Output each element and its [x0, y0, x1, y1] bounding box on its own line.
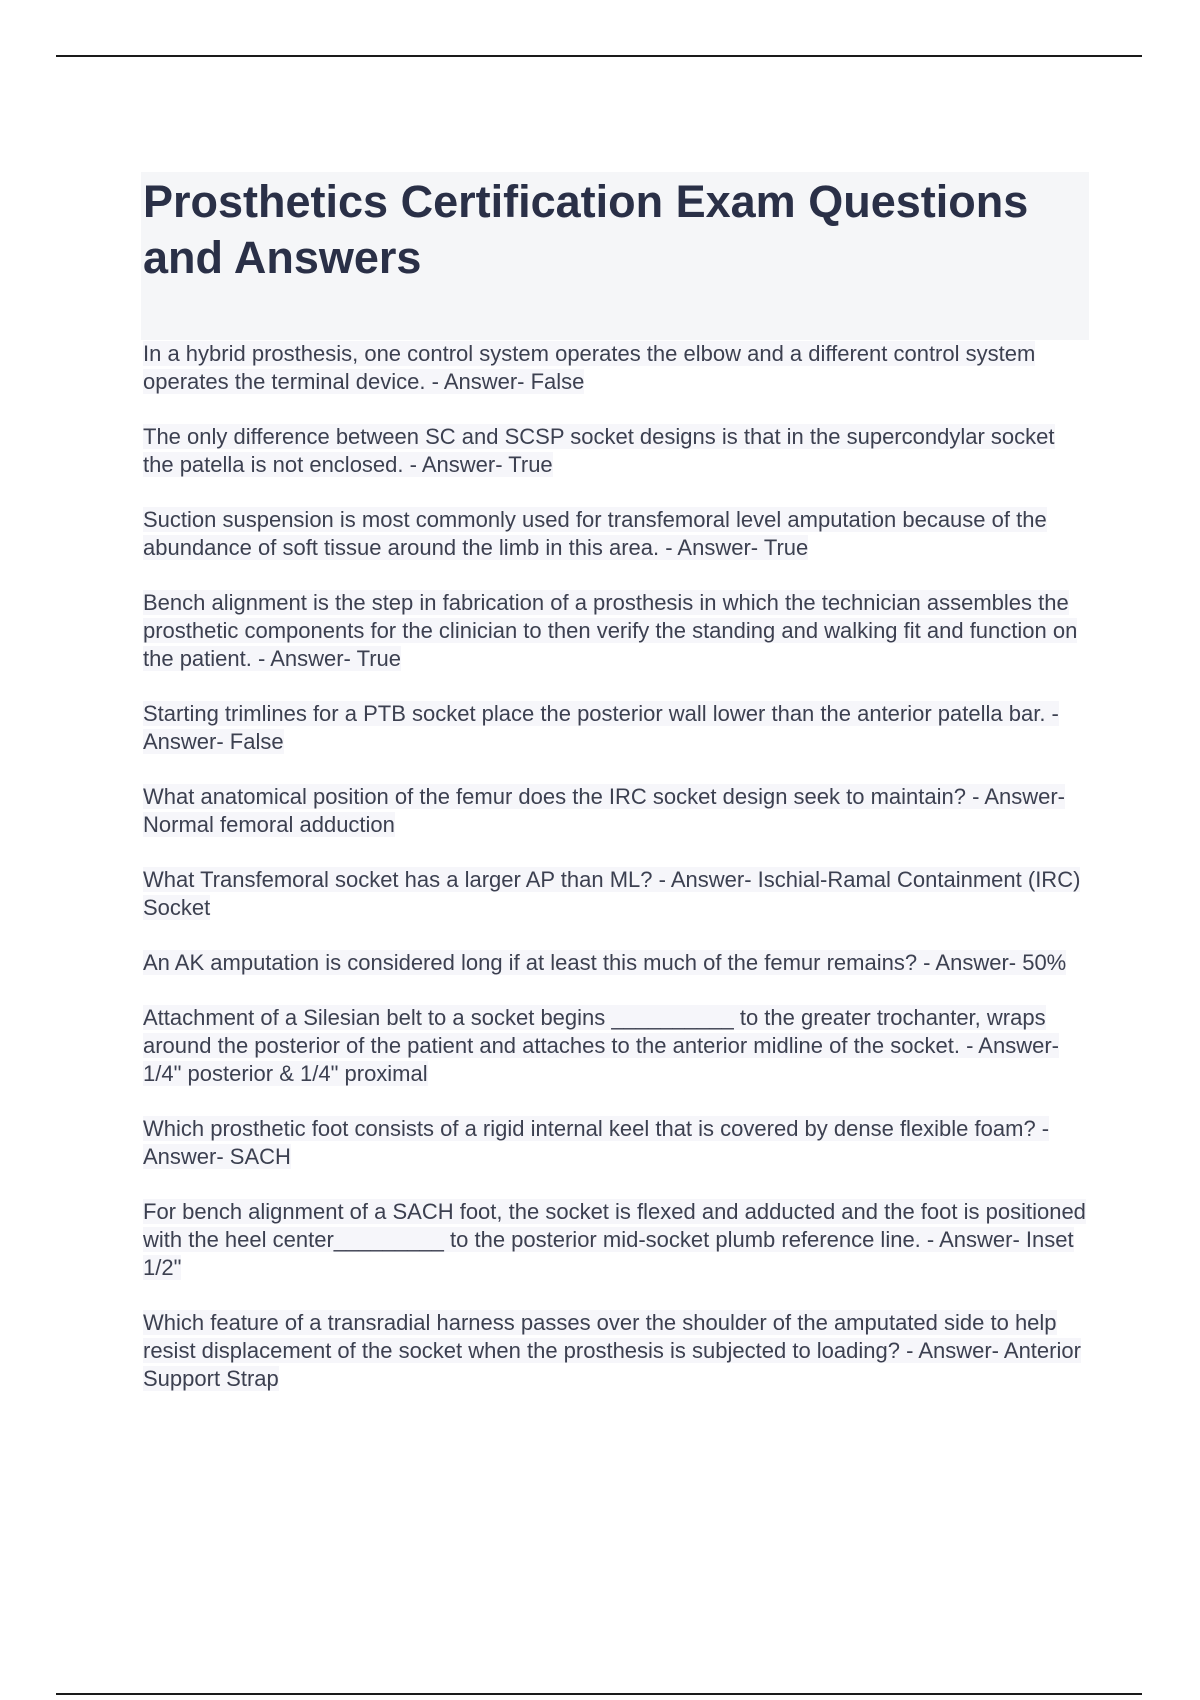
qa-item	[143, 1115, 1089, 1171]
qa-item	[143, 700, 1089, 756]
qa-item	[143, 340, 1089, 396]
qa-item	[143, 1004, 1089, 1088]
qa-item	[143, 866, 1089, 922]
qa-item	[143, 949, 1089, 977]
document-title: Prosthetics Certification Exam Questions and Answers	[143, 176, 1029, 283]
document-body	[143, 172, 1089, 1420]
qa-item	[143, 1198, 1089, 1282]
qa-text: Which prosthetic foot consists of a rigid internal keel that is covered by dense flexible foam? - Answer- SACH	[143, 1116, 1050, 1169]
qa-item	[143, 783, 1089, 839]
page-header-rule	[56, 55, 1142, 57]
qa-text: In a hybrid prosthesis, one control system operates the elbow and a different control system operates the terminal device. - Answer- False	[143, 341, 1036, 394]
qa-text: Starting trimlines for a PTB socket place the posterior wall lower than the anterior patella bar. - Answer- False	[143, 701, 1059, 754]
qa-item	[143, 506, 1089, 562]
page-footer-rule	[56, 1693, 1142, 1695]
qa-item	[143, 1309, 1089, 1393]
qa-list	[143, 340, 1089, 1393]
qa-text: For bench alignment of a SACH foot, the socket is flexed and adducted and the foot is positioned with the heel center_________ to the posterior mid-socket plumb reference line. - Answer- Inset 1/2"	[143, 1199, 1086, 1280]
qa-text: The only difference between SC and SCSP socket designs is that in the supercondylar socket the patella is not enclosed. - Answer- True	[143, 424, 1055, 477]
qa-text: Suction suspension is most commonly used for transfemoral level amputation because of the abundance of soft tissue around the limb in this area. - Answer- True	[143, 507, 1047, 560]
qa-text: Which feature of a transradial harness passes over the shoulder of the amputated side to help resist displacement of the socket when the prosthesis is subjected to loading? - Answer- Anterior Support Strap	[143, 1310, 1081, 1391]
qa-text: Attachment of a Silesian belt to a socket begins __________ to the greater trochanter, wraps around the posterior of the patient and attaches to the anterior midline of the socket. - Answer- 1/4" posterior & 1/4" proximal	[143, 1005, 1059, 1086]
qa-text: An AK amputation is considered long if at least this much of the femur remains? - Answer- 50%	[143, 950, 1067, 975]
qa-text: What anatomical position of the femur does the IRC socket design seek to maintain? - Answer- Normal femoral adduction	[143, 784, 1066, 837]
qa-item	[143, 423, 1089, 479]
qa-text: What Transfemoral socket has a larger AP than ML? - Answer- Ischial-Ramal Containment (IRC) Socket	[143, 867, 1081, 920]
title-block	[141, 172, 1089, 340]
qa-item	[143, 589, 1089, 673]
qa-text: Bench alignment is the step in fabrication of a prosthesis in which the technician assembles the prosthetic components for the clinician to then verify the standing and walking fit and function on the patient. - Answer- True	[143, 590, 1078, 671]
